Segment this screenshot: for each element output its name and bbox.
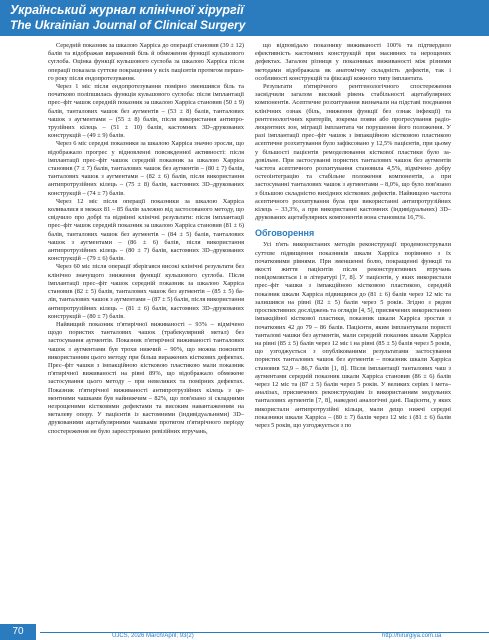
paragraph: Через 60 міс після операції зберігався високі клінічні результати без клінічно значущого зниження функції кульшового суглоба. Після імплантації прес–фіт чашок середній показник за шкалою Харріса становив (82 ± 5) балів, танталових чашок без аугментів – (85 ± 5) балів, танталових чашок з аугментами – (87 ± 5) балів, після використання антипротрузійних кілець – (81 ± 6) балів, кастомних 3D–друкованих конструкцій – (80 ± 7) балів. [48,263,244,320]
left-text-column [48,42,244,436]
journal-citation: UJCS, 2026 March/April; 93(2) [112,633,194,639]
journal-url-link[interactable]: http://hirurgiya.com.ua [382,633,442,639]
journal-title-ukrainian: Український журнал клінічної хірургії [10,3,244,17]
page-footer [0,624,489,640]
paragraph: Результати п'ятирічного рентгенологічного спостереження засвідчили загалом високий рівень стабільності ацетабулярних компонентів. Асептичне розхитування визначали на підставі поєднання клінічних ознак (біль, зниження функції без ознак інфекції) та рентгенологічних критеріїв, зокрема появи або прогресування радіолюцентних зон, міграції імплантата чи порушення його положення. У разі імплантації прес–фіт чашок з імпакційною кістковою пластикою асептичне розхитування було зафіксовано у 12,5% пацієнтів, при цьому у більшості пацієнтів ремоделювання кісткової пластики було задовільне. При застосуванні пористих танталових чашок без аугментів частота асептичного розхитування становила 4,5%, відмічено добру остеоінтеграцію та стабільне положення компонентів, а при застосуванні танталових чашок з аугментами – 8,0%, що було пов'язано з більшою складністю вихідних кісткових дефектів. Найвищою частота асептичного розхитування була при використанні антипротрузійних кілець – 33,3%, а при використанні кастомних (індивідуальних) 3D–друкованих ацетабулярних компонентів вона становила 16,7%. [255,83,451,222]
page-number: 70 [0,624,36,640]
paragraph: Усі п'ять використаних методів реконструкції продемонстрували суттєве підвищення показників шкали Харріса порівняно з їх початковими рівнями. При зменшенні болю, покращенні функції та якості життя пацієнтів після реконструктивних втручань повідомляється і в літературі [7, 8]. У пацієнтів, у яких використали прес–фіт чашки з імпакційною кістковою пластикою, середній показник шкали Харріса підвищився до (81 ± 6) балів через 12 міс та залишився на рівні (82 ± 5) балів через 5 років. Згідно з рядом проспективних досліджень та оглядів [4, 5], присвячених використанню імпакційної кісткової пластики, показник шкали Харріса зростав з початкових 42 до 79 – 86 балів. Пацієнти, яким імплантували пористі танталові чашки без аугментів, мали середній показник шкали Харріса на рівні (85 ± 5) балів через 12 міс і на рівні (85 ± 5) балів через 5 років, що узгоджується з опублікованими результатами застосування пористих танталових чашок без аугментів – показник шкали Харріса становив 52,9 – 86,7 балів [1, 8]. Після імплантації танталових чаш з аугментами середній показник шкали Харріса становив (86 ± 6) балів через 12 міс та (87 ± 5) балів через 5 років. У великих серіях і мета–аналізах, присвячених реконструкціям із використанням модульних танталових аугментів [7, 8], наведені аналогічні дані. Пацієнти, у яких використали антипротрузійні кільця, мали дещо нижчі середні показники шкали Харріса – (80 ± 7) балів через 12 міс і (81 ± 6) балів через 5 років, що узгоджується з по [255,241,451,429]
right-text-column [255,42,451,430]
paragraph: Через 1 міс після ендопротезування помірно зменшився біль та початково поліпшилась функція кульшового суглоба: після імплантації прес–фіт чашок середній показник за шкалою Харріса становив (50 ± 9) балів, танталових чашок без аугментів – (53 ± 8) балів, танталових чашок з аугментами – (55 ± 8) балів, після використання антипротрузійних кілець – (51 ± 10) балів, кастомних 3D–друкованих конструкцій – (49 ± 9) балів. [48,83,244,140]
section-heading-discussion: Обговорення [255,228,315,239]
paragraph: Середній показник за шкалою Харріса до операції становив (39 ± 12) балів та відображав виражений біль й обмеження функції кульшового суглоба. Оцінка функції кульшового суглоба за шкалою Харріса після операції показала суттєве покращення у всіх пацієнтів протягом першого року після ендопротезування. [48,42,244,82]
journal-header-banner [0,0,489,36]
paragraph: Через 6 міс середні показники за шкалою Харріса значно зросли, що відображало прогрес у відновленні повсякденної активності: після імплантації прес–фіт чашок середній показник за шкалою Харріса становив (7 ± 7) балів, танталових чашок без аугментів – (80 ± 7) балів, танталових чашок з аугментами – (82 ± 6) балів, після використання антипротрузійних кілець – (75 ± 8) балів, кастомних 3D–друкованих конструкцій – (74 ± 7) балів. [48,140,244,197]
paragraph: Через 12 міс після операції показники за шкалою Харріса коливалися в межах 81 – 85 балів залежно від застосованого методу, що свідчило про добрі та відмінні клінічні результати: після імплантації прес–фіт чашок середній показник за шкалою Харріса становив (81 ± 6) балів, танталових чашок без аугментів – (84 ± 5) балів, танталових чашок з аугментами – (86 ± 6) балів, після використання антипротрузійних кілець – (80 ± 7) балів, кастомних 3D–друкованих конструкцій – (79 ± 6) балів. [48,197,244,263]
paragraph: що відповідало показнику виживаності 100% та підтвердило ефективність кастомних конструкцій при масивних та нерощених дефектах. Загалом різниця у показниках виживаності між різними методами відображала як анатомічну складність дефектів, так і особливості конструкцій та фіксації кожного типу імплантата. [255,42,451,82]
journal-title-english: The Ukrainian Journal of Clinical Surgery [10,18,246,32]
paragraph: Найвищий показник п'ятирічної виживаності – 93% – відмічено щодо пористих танталових чашок (трабекулярний метал) без застосування аугментів. Показник п'ятирічної виживаності танталових чашок з аугментами був трохи нижчий – 90%, що можна пояснити використанням цього методу при більш виражених кісткових дефектах. Прес–фіт чашки з імпакційною кістковою пластикою мали показник п'ятирічної виживаності на рівні 89%, що відображало обмежене застосування цього методу – при невеликих та помірних дефектах. Показник п'ятирічної виживаності антипротрузійних кілець з цементними чашками був найнижчим – 82%, що пов'язано зі складними незрощеними кістковими дефектами та високим навантаженням на металеву опору. У пацієнтів із кастомними (індивідуальними) 3D–друкованими ацетабулярними чашками протягом п'ятирічного періоду спостереження не було зареєстровано ревізійних втручань, [48,320,244,435]
